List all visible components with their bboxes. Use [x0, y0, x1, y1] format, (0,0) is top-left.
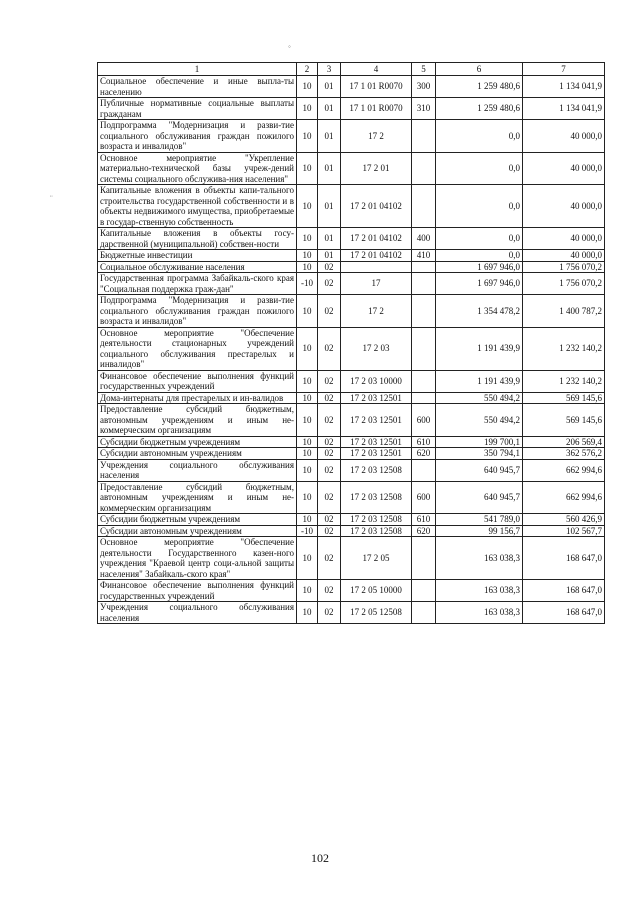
section-code: -10	[297, 525, 318, 537]
amount-year-1: 0,0	[436, 228, 523, 250]
expense-type-code: 620	[412, 448, 436, 460]
target-article-code: 17 2 05 10000	[341, 580, 412, 602]
expense-type-code	[412, 580, 436, 602]
row-description: Учреждения социального обслуживания населения	[98, 602, 297, 624]
row-description: Учреждения социального обслуживания населения	[98, 459, 297, 481]
section-code: 10	[297, 602, 318, 624]
target-article-code: 17 2 01 04102	[341, 185, 412, 228]
section-code: 10	[297, 250, 318, 262]
row-description: Финансовое обеспечение выполнения функций государственных учреждений	[98, 370, 297, 392]
subsection-code: 02	[318, 525, 341, 537]
expense-type-code	[412, 152, 436, 185]
target-article-code: 17 2 03 12508	[341, 514, 412, 526]
amount-year-1: 1 697 946,0	[436, 273, 523, 295]
subsection-code: 01	[318, 250, 341, 262]
amount-year-2: 1 400 787,2	[523, 295, 605, 328]
table-row	[98, 228, 605, 250]
amount-year-2: 569 145,6	[523, 404, 605, 437]
table-row	[98, 514, 605, 526]
section-code: 10	[297, 261, 318, 273]
table-row	[98, 152, 605, 185]
amount-year-1: 0,0	[436, 250, 523, 262]
subsection-code: 01	[318, 185, 341, 228]
section-code: 10	[297, 76, 318, 98]
expense-type-code	[412, 185, 436, 228]
row-description: Субсидии бюджетным учреждениям	[98, 436, 297, 448]
amount-year-1: 1 259 480,6	[436, 76, 523, 98]
amount-year-2: 1 134 041,9	[523, 98, 605, 120]
target-article-code: 17 2 03 12501	[341, 392, 412, 404]
amount-year-1: 199 700,1	[436, 436, 523, 448]
target-article-code: 17 2 03 12508	[341, 481, 412, 514]
row-description: Подпрограмма "Модернизация и разви-тие социального обслуживания граждан пожилого возраста и инвалидов"	[98, 120, 297, 153]
column-header: 6	[436, 63, 523, 76]
section-code: 10	[297, 459, 318, 481]
expense-type-code: 610	[412, 436, 436, 448]
target-article-code: 17 2 01	[341, 152, 412, 185]
target-article-code: 17 1 01 R0070	[341, 76, 412, 98]
section-code: 10	[297, 514, 318, 526]
subsection-code: 02	[318, 261, 341, 273]
row-description: Дома-интернаты для престарелых и ин-валидов	[98, 392, 297, 404]
column-header: 3	[318, 63, 341, 76]
expense-type-code: 600	[412, 404, 436, 437]
section-code: -10	[297, 273, 318, 295]
amount-year-1: 1 259 480,6	[436, 98, 523, 120]
subsection-code: 01	[318, 76, 341, 98]
target-article-code: 17 2 01 04102	[341, 250, 412, 262]
row-description: Субсидии автономным учреждениям	[98, 448, 297, 460]
expense-type-code	[412, 120, 436, 153]
row-description: Социальное обеспечение и иные выпла-ты населению	[98, 76, 297, 98]
expense-type-code	[412, 295, 436, 328]
section-code: 10	[297, 295, 318, 328]
target-article-code: 17 2 05 12508	[341, 602, 412, 624]
amount-year-2: 40 000,0	[523, 228, 605, 250]
expense-type-code: 600	[412, 481, 436, 514]
expense-type-code: 400	[412, 228, 436, 250]
table-row	[98, 481, 605, 514]
column-header: 2	[297, 63, 318, 76]
amount-year-2: 206 569,4	[523, 436, 605, 448]
subsection-code: 02	[318, 537, 341, 580]
subsection-code: 01	[318, 120, 341, 153]
amount-year-1: 1 191 439,9	[436, 327, 523, 370]
amount-year-2: 1 756 070,2	[523, 273, 605, 295]
row-description: Публичные нормативные социальные выплаты гражданам	[98, 98, 297, 120]
target-article-code: 17 2 01 04102	[341, 228, 412, 250]
amount-year-2: 1 134 041,9	[523, 76, 605, 98]
amount-year-2: 168 647,0	[523, 537, 605, 580]
target-article-code: 17 2 03 12501	[341, 436, 412, 448]
table-row	[98, 602, 605, 624]
table-row	[98, 273, 605, 295]
row-description: Финансовое обеспечение выполнения функций государственных учреждений	[98, 580, 297, 602]
table-row	[98, 537, 605, 580]
target-article-code: 17 2	[341, 120, 412, 153]
table-row	[98, 525, 605, 537]
target-article-code: 17 2 03 12501	[341, 404, 412, 437]
table-header-row	[98, 63, 605, 76]
amount-year-1: 541 789,0	[436, 514, 523, 526]
section-code: 10	[297, 580, 318, 602]
column-header: 1	[98, 63, 297, 76]
amount-year-2: 168 647,0	[523, 580, 605, 602]
amount-year-1: 0,0	[436, 185, 523, 228]
amount-year-1: 1 697 946,0	[436, 261, 523, 273]
table-row	[98, 261, 605, 273]
expense-type-code: 300	[412, 76, 436, 98]
column-header: 5	[412, 63, 436, 76]
section-code: 10	[297, 404, 318, 437]
table-row	[98, 436, 605, 448]
subsection-code: 02	[318, 602, 341, 624]
row-description: Основное мероприятие "Обеспечение деятельности стационарных учреждений социального обслуживания престарелых и инвалидов"	[98, 327, 297, 370]
amount-year-2: 1 756 070,2	[523, 261, 605, 273]
subsection-code: 02	[318, 295, 341, 328]
amount-year-1: 163 038,3	[436, 537, 523, 580]
section-code: 10	[297, 120, 318, 153]
row-description: Основное мероприятие "Обеспечение деятельности Государственного казен-ного учреждения "Краевой центр соци-альной защиты населения" Забайкаль-ского края"	[98, 537, 297, 580]
table-row	[98, 404, 605, 437]
amount-year-1: 163 038,3	[436, 580, 523, 602]
subsection-code: 02	[318, 459, 341, 481]
row-description: Подпрограмма "Модернизация и разви-тие социального обслуживания граждан пожилого возраста и инвалидов"	[98, 295, 297, 328]
section-code: 10	[297, 152, 318, 185]
amount-year-1: 0,0	[436, 152, 523, 185]
target-article-code	[341, 261, 412, 273]
subsection-code: 02	[318, 392, 341, 404]
expense-type-code	[412, 392, 436, 404]
amount-year-2: 40 000,0	[523, 120, 605, 153]
subsection-code: 02	[318, 514, 341, 526]
amount-year-2: 102 567,7	[523, 525, 605, 537]
amount-year-2: 569 145,6	[523, 392, 605, 404]
row-description: Субсидии автономным учреждениям	[98, 525, 297, 537]
row-description: Субсидии бюджетным учреждениям	[98, 514, 297, 526]
expense-type-code	[412, 459, 436, 481]
table-row	[98, 295, 605, 328]
amount-year-1: 1 354 478,2	[436, 295, 523, 328]
table-row	[98, 250, 605, 262]
subsection-code: 02	[318, 404, 341, 437]
table-row	[98, 580, 605, 602]
amount-year-2: 40 000,0	[523, 250, 605, 262]
section-code: 10	[297, 98, 318, 120]
amount-year-2: 1 232 140,2	[523, 370, 605, 392]
subsection-code: 02	[318, 481, 341, 514]
budget-table	[97, 62, 605, 624]
table-row	[98, 370, 605, 392]
row-description: Капитальные вложения в объекты госу-дарственной (муниципальной) собствен-ности	[98, 228, 297, 250]
row-description: Основное мероприятие "Укрепление материально-технической базы учреж-дений системы социального обслужива-ния населения"	[98, 152, 297, 185]
target-article-code: 17 2 03 12508	[341, 459, 412, 481]
table-row	[98, 185, 605, 228]
section-code: 10	[297, 185, 318, 228]
amount-year-2: 40 000,0	[523, 185, 605, 228]
amount-year-1: 1 191 439,9	[436, 370, 523, 392]
target-article-code: 17 2	[341, 295, 412, 328]
table-row	[98, 448, 605, 460]
section-code: 10	[297, 370, 318, 392]
row-description: Государственная программа Забайкаль-ского края "Социальная поддержка граж-дан"	[98, 273, 297, 295]
amount-year-2: 1 232 140,2	[523, 327, 605, 370]
table-row	[98, 459, 605, 481]
amount-year-2: 662 994,6	[523, 459, 605, 481]
target-article-code: 17 2 05	[341, 537, 412, 580]
row-description: Предоставление субсидий бюджетным, автономным учреждениям и иным не-коммерческим организациям	[98, 404, 297, 437]
expense-type-code	[412, 327, 436, 370]
table-row	[98, 327, 605, 370]
row-description: Социальное обслуживание населения	[98, 261, 297, 273]
expense-type-code	[412, 370, 436, 392]
expense-type-code	[412, 602, 436, 624]
amount-year-1: 550 494,2	[436, 404, 523, 437]
section-code: 10	[297, 481, 318, 514]
subsection-code: 02	[318, 580, 341, 602]
amount-year-2: 560 426,9	[523, 514, 605, 526]
expense-type-code: 410	[412, 250, 436, 262]
amount-year-2: 40 000,0	[523, 152, 605, 185]
expense-type-code: 610	[412, 514, 436, 526]
row-description: Бюджетные инвестиции	[98, 250, 297, 262]
subsection-code: 02	[318, 327, 341, 370]
table-row	[98, 76, 605, 98]
subsection-code: 02	[318, 436, 341, 448]
scan-speck: ◦	[288, 42, 291, 51]
amount-year-1: 99 156,7	[436, 525, 523, 537]
column-header: 7	[523, 63, 605, 76]
amount-year-1: 640 945,7	[436, 459, 523, 481]
amount-year-1: 350 794,1	[436, 448, 523, 460]
table-row	[98, 120, 605, 153]
table-row	[98, 98, 605, 120]
expense-type-code	[412, 261, 436, 273]
row-description: Предоставление субсидий бюджетным, автономным учреждениям и иным не-коммерческим организациям	[98, 481, 297, 514]
amount-year-1: 550 494,2	[436, 392, 523, 404]
subsection-code: 01	[318, 98, 341, 120]
section-code: 10	[297, 537, 318, 580]
section-code: 10	[297, 327, 318, 370]
section-code: 10	[297, 448, 318, 460]
target-article-code: 17	[341, 273, 412, 295]
amount-year-1: 0,0	[436, 120, 523, 153]
row-description: Капитальные вложения в объекты капи-тального строительства государственной собственности и в объекты недвижимого имущества, приобретаемые в государ-ственную собственность	[98, 185, 297, 228]
section-code: 10	[297, 228, 318, 250]
target-article-code: 17 2 03 12501	[341, 448, 412, 460]
target-article-code: 17 2 03	[341, 327, 412, 370]
expense-type-code: 310	[412, 98, 436, 120]
target-article-code: 17 1 01 R0070	[341, 98, 412, 120]
section-code: 10	[297, 436, 318, 448]
subsection-code: 01	[318, 152, 341, 185]
amount-year-2: 662 994,6	[523, 481, 605, 514]
expense-type-code: 620	[412, 525, 436, 537]
section-code: 10	[297, 392, 318, 404]
subsection-code: 02	[318, 273, 341, 295]
subsection-code: 01	[318, 228, 341, 250]
target-article-code: 17 2 03 12508	[341, 525, 412, 537]
amount-year-2: 362 576,2	[523, 448, 605, 460]
amount-year-1: 163 038,3	[436, 602, 523, 624]
target-article-code: 17 2 03 10000	[341, 370, 412, 392]
expense-type-code	[412, 273, 436, 295]
subsection-code: 02	[318, 370, 341, 392]
table-row	[98, 392, 605, 404]
subsection-code: 02	[318, 448, 341, 460]
column-header: 4	[341, 63, 412, 76]
amount-year-2: 168 647,0	[523, 602, 605, 624]
expense-type-code	[412, 537, 436, 580]
scan-speck: ¨	[50, 194, 53, 203]
page-number: 102	[311, 851, 329, 865]
amount-year-1: 640 945,7	[436, 481, 523, 514]
